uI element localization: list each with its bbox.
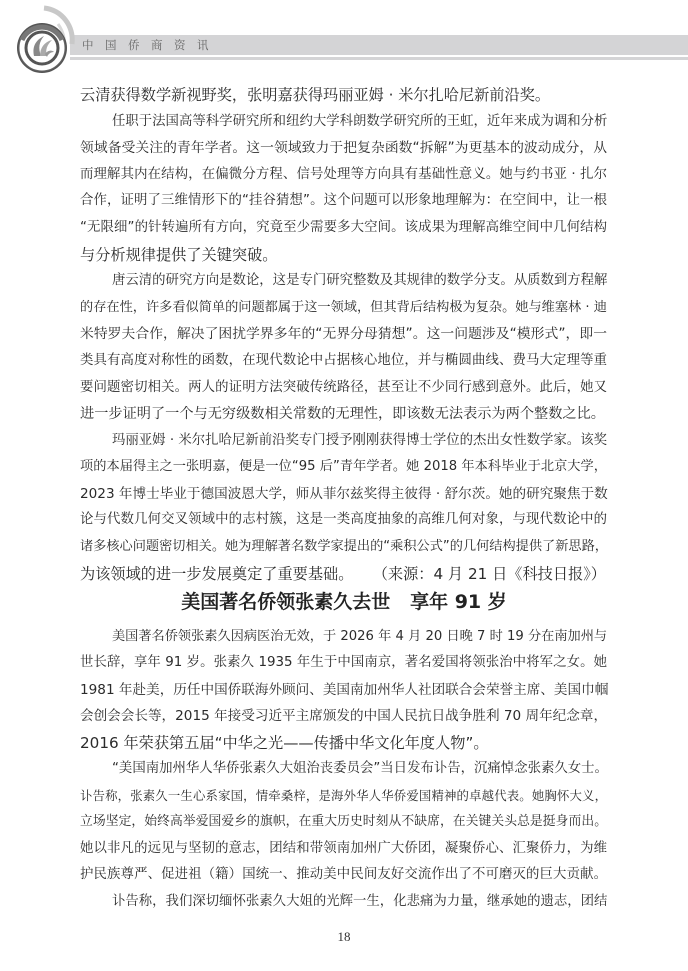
article1-line: 项的本届得主之一张明嘉，便是一位“95 后”青年学者。她 2018 年本科毕业于北京大学， — [80, 459, 607, 474]
logo-emblem-icon — [14, 4, 78, 76]
article2-line: 美国著名侨领张素久因病医治无效，于 2026 年 4 月 20 日晚 7 时 19 分在南加州与 — [112, 629, 608, 644]
article1-line: “无限细”的针转遍所有方向，究竟至少需要多大空间。该成果为理解高维空间中几何结构 — [80, 220, 607, 235]
article1-line: 米特罗夫合作，解决了困扰学界多年的“无界分母猜想”。这一问题涉及“模形式”，即一 — [80, 326, 607, 342]
article1-line: 类具有高度对称性的函数，在现代数论中占据核心地位，并与椭圆曲线、费马大定理等重 — [80, 353, 607, 368]
article1-line: 玛丽亚姆 · 米尔扎哈尼新前沿奖专门授予刚刚获得博士学位的杰出女性数学家。该奖 — [112, 433, 607, 448]
article2-title: 美国著名侨领张素久去世 享年 91 岁 — [181, 591, 507, 613]
article1-line: 而理解其内在结构，在偏微分方程、信号处理等方向具有基础性意义。她与约书亚 · 扎尔 — [80, 167, 607, 182]
article1-line: 的存在性，许多看似简单的问题都属于这一领域，但其背后结构极为复杂。她与维塞林 · 迪 — [80, 300, 607, 315]
article1-line: 进一步证明了一个与无穷级数相关常数的无理性，即该数无法表示为两个整数之比。 — [80, 406, 605, 422]
article1-line: 领域备受关注的青年学者。这一领域致力于把复杂函数“拆解”为更基本的波动成分，从 — [80, 140, 607, 156]
article2-line: 会创会会长等，2015 年接受习近平主席颁发的中国人民抗日战争胜利 70 周年纪念章， — [80, 708, 608, 724]
article1-line: 与分析规律提供了关键突破。 — [80, 246, 278, 264]
article2-line: 立场坚定，始终高举爱国爱乡的旗帜，在重大历史时刻从不缺席，在关键关头总是挺身而出。 — [80, 814, 607, 829]
article2-line: 护民族尊严、促进祖（籍）国统一、推动美中民间友好交流作出了不可磨灭的巨大贡献。 — [80, 867, 607, 882]
article2-line: “美国南加州华人华侨张素久大姐治丧委员会”当日发布讣告，沉痛悼念张素久女士。 — [112, 761, 608, 776]
article1-line: 2023 年博士毕业于德国波恩大学，师从菲尔兹奖得主彼得 · 舒尔茨。她的研究聚焦于数 — [80, 486, 608, 502]
article1-source: （来源：4 月 21 日《科技日报》） — [372, 565, 606, 583]
article1-line: 诸多核心问题密切相关。她为理解著名数学家提出的“乘积公式”的几何结构提供了新思路， — [80, 539, 608, 554]
article1-line: 合作，证明了三维情形下的“挂谷猜想”。这个问题可以形象地理解为：在空间中，让一根 — [80, 193, 607, 208]
article1-line: 任职于法国高等科学研究所和纽约大学科朗数学研究所的王虹，近年来成为调和分析 — [112, 114, 608, 129]
article1-line: 云清获得数学新视野奖，张明嘉获得玛丽亚姆 · 米尔扎哈尼新前沿奖。 — [80, 86, 551, 104]
article1-line: 为该领域的进一步发展奠定了重要基础。 — [80, 565, 354, 583]
article2-line: 2016 年荣获第五届“中华之光——传播中华文化年度人物”。 — [80, 734, 489, 752]
section-title: 中国侨商资讯 — [82, 38, 220, 52]
article1-line: 论与代数几何交叉领域中的志村簇，这是一类高度抽象的高维几何对象，与现代数论中的 — [80, 512, 607, 527]
article2-line: 讣告称，我们深切缅怀张素久大姐的光辉一生，化悲痛为力量，继承她的遗志，团结 — [112, 894, 608, 909]
article1-line: 要问题密切相关。两人的证明方法突破传统路径，甚至让不少同行感到意外。此后，她又 — [80, 380, 607, 395]
page-number: 18 — [337, 929, 351, 944]
article1-line: 唐云清的研究方向是数论，这是专门研究整数及其规律的数学分支。从质数到方程解 — [112, 273, 608, 288]
article2-line: 讣告称，张素久一生心系家国，情牵桑梓，是海外华人华侨爱国精神的卓越代表。她胸怀大义， — [80, 788, 607, 803]
header-divider — [70, 57, 688, 60]
article2-line: 世长辞，享年 91 岁。张素久 1935 年生于中国南京，著名爱国将领张治中将军之女。她 — [80, 655, 607, 670]
article2-line: 她以非凡的远见与坚韧的意志，团结和带领南加州广大侨团，凝聚侨心、汇聚侨力，为维 — [80, 841, 607, 856]
article2-line: 1981 年赴美，历任中国侨联海外顾问、美国南加州华人社团联合会荣誉主席、美国巾帼 — [80, 682, 609, 698]
